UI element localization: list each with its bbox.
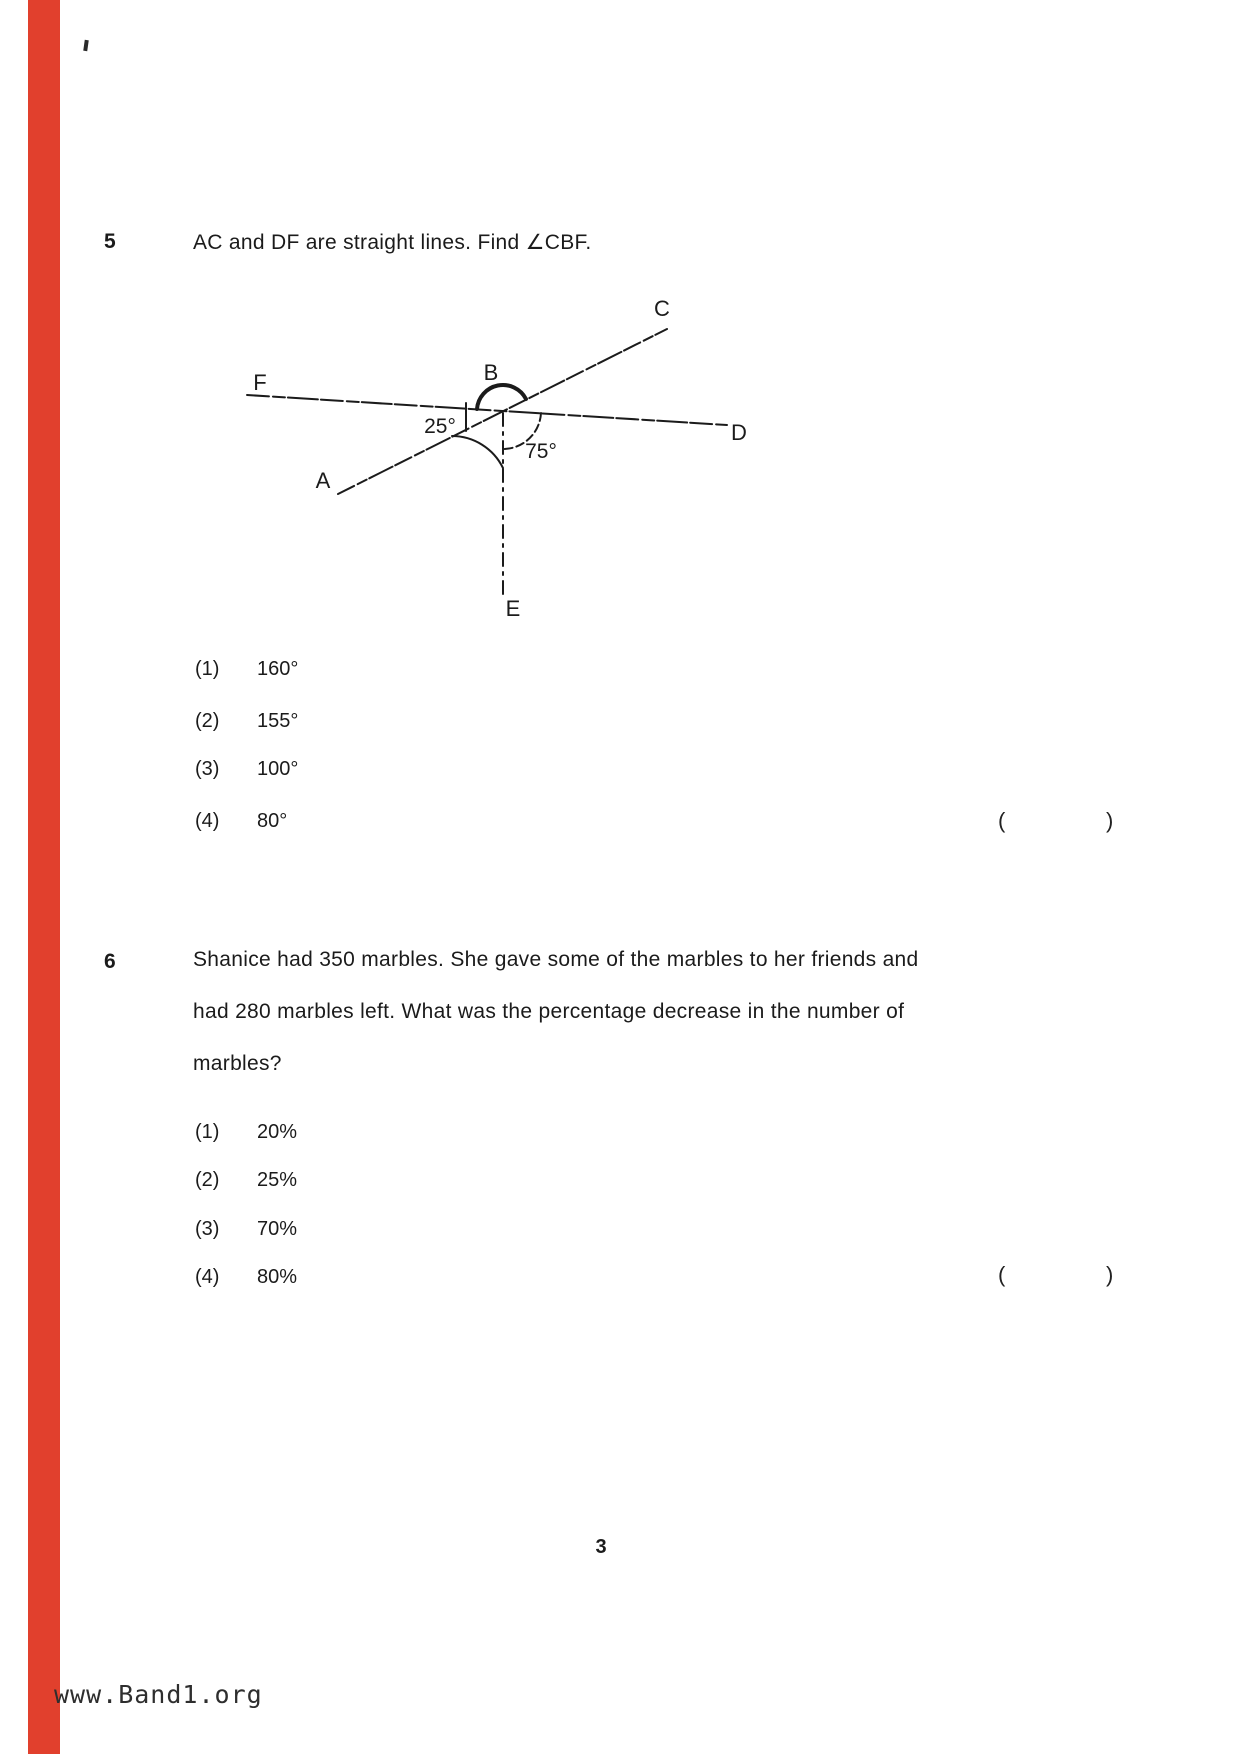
watermark-url: www.Band1.org [54,1680,263,1709]
q5-option2-value: 155° [257,710,299,732]
page-number: 3 [595,1536,607,1558]
q6-option3-label: (3) [195,1218,220,1240]
q5-option4-value: 80° [257,810,288,832]
q5-option2-label: (2) [195,710,220,732]
q5-option1-label: (1) [195,658,220,680]
q6-option-row-4 [195,1266,495,1296]
q6-option3-value: 70% [257,1218,298,1240]
q6-option-row-3 [195,1218,495,1248]
q5-answer-bracket-close: ) [1106,808,1114,833]
question6-number: 6 [104,950,117,973]
angle-arc-abe [452,436,503,468]
q6-option2-value: 25% [257,1169,298,1191]
point-label-f: F [253,370,267,395]
question6-text-line2: had 280 marbles left. What was the percentage decrease in the number of [193,1000,905,1023]
angle-arc-cbf [477,385,526,409]
point-label-b: B [483,360,499,385]
point-label-d: D [731,420,747,445]
point-label-a: A [315,468,331,493]
q6-option-row-1 [195,1121,495,1151]
q6-answer-bracket-close: ) [1106,1262,1114,1287]
point-label-c: C [654,296,670,321]
q6-option-row-2 [195,1169,495,1199]
q6-option1-value: 20% [257,1121,298,1143]
q5-option-row-2 [195,710,495,740]
q5-option-row-1 [195,658,495,688]
q6-option4-label: (4) [195,1266,220,1288]
line-fd [247,395,727,425]
red-margin-stripe [28,0,60,1754]
q5-geometry-diagram [230,255,770,625]
q6-answer-bracket-open: ( [998,1262,1006,1287]
question6-text-line3: marbles? [193,1052,282,1075]
q5-option3-value: 100° [257,758,299,780]
scan-artifact-mark [83,40,88,51]
q5-option1-value: 160° [257,658,299,680]
angle-label-75: 75° [525,440,557,463]
q5-option3-label: (3) [195,758,220,780]
question5-number: 5 [104,230,117,253]
q5-option-row-3 [195,758,495,788]
point-label-e: E [505,596,521,621]
q6-option1-label: (1) [195,1121,220,1143]
question5-text: AC and DF are straight lines. Find ∠CBF. [193,231,592,254]
q6-option2-label: (2) [195,1169,220,1191]
question6-text-line1: Shanice had 350 marbles. She gave some of the marbles to her friends and [193,948,919,971]
q5-option4-label: (4) [195,810,220,832]
angle-label-25: 25° [424,415,456,438]
question6-text [193,934,919,1090]
q6-option4-value: 80% [257,1266,298,1288]
q5-option-row-4 [195,810,495,840]
q5-answer-bracket-open: ( [998,808,1006,833]
